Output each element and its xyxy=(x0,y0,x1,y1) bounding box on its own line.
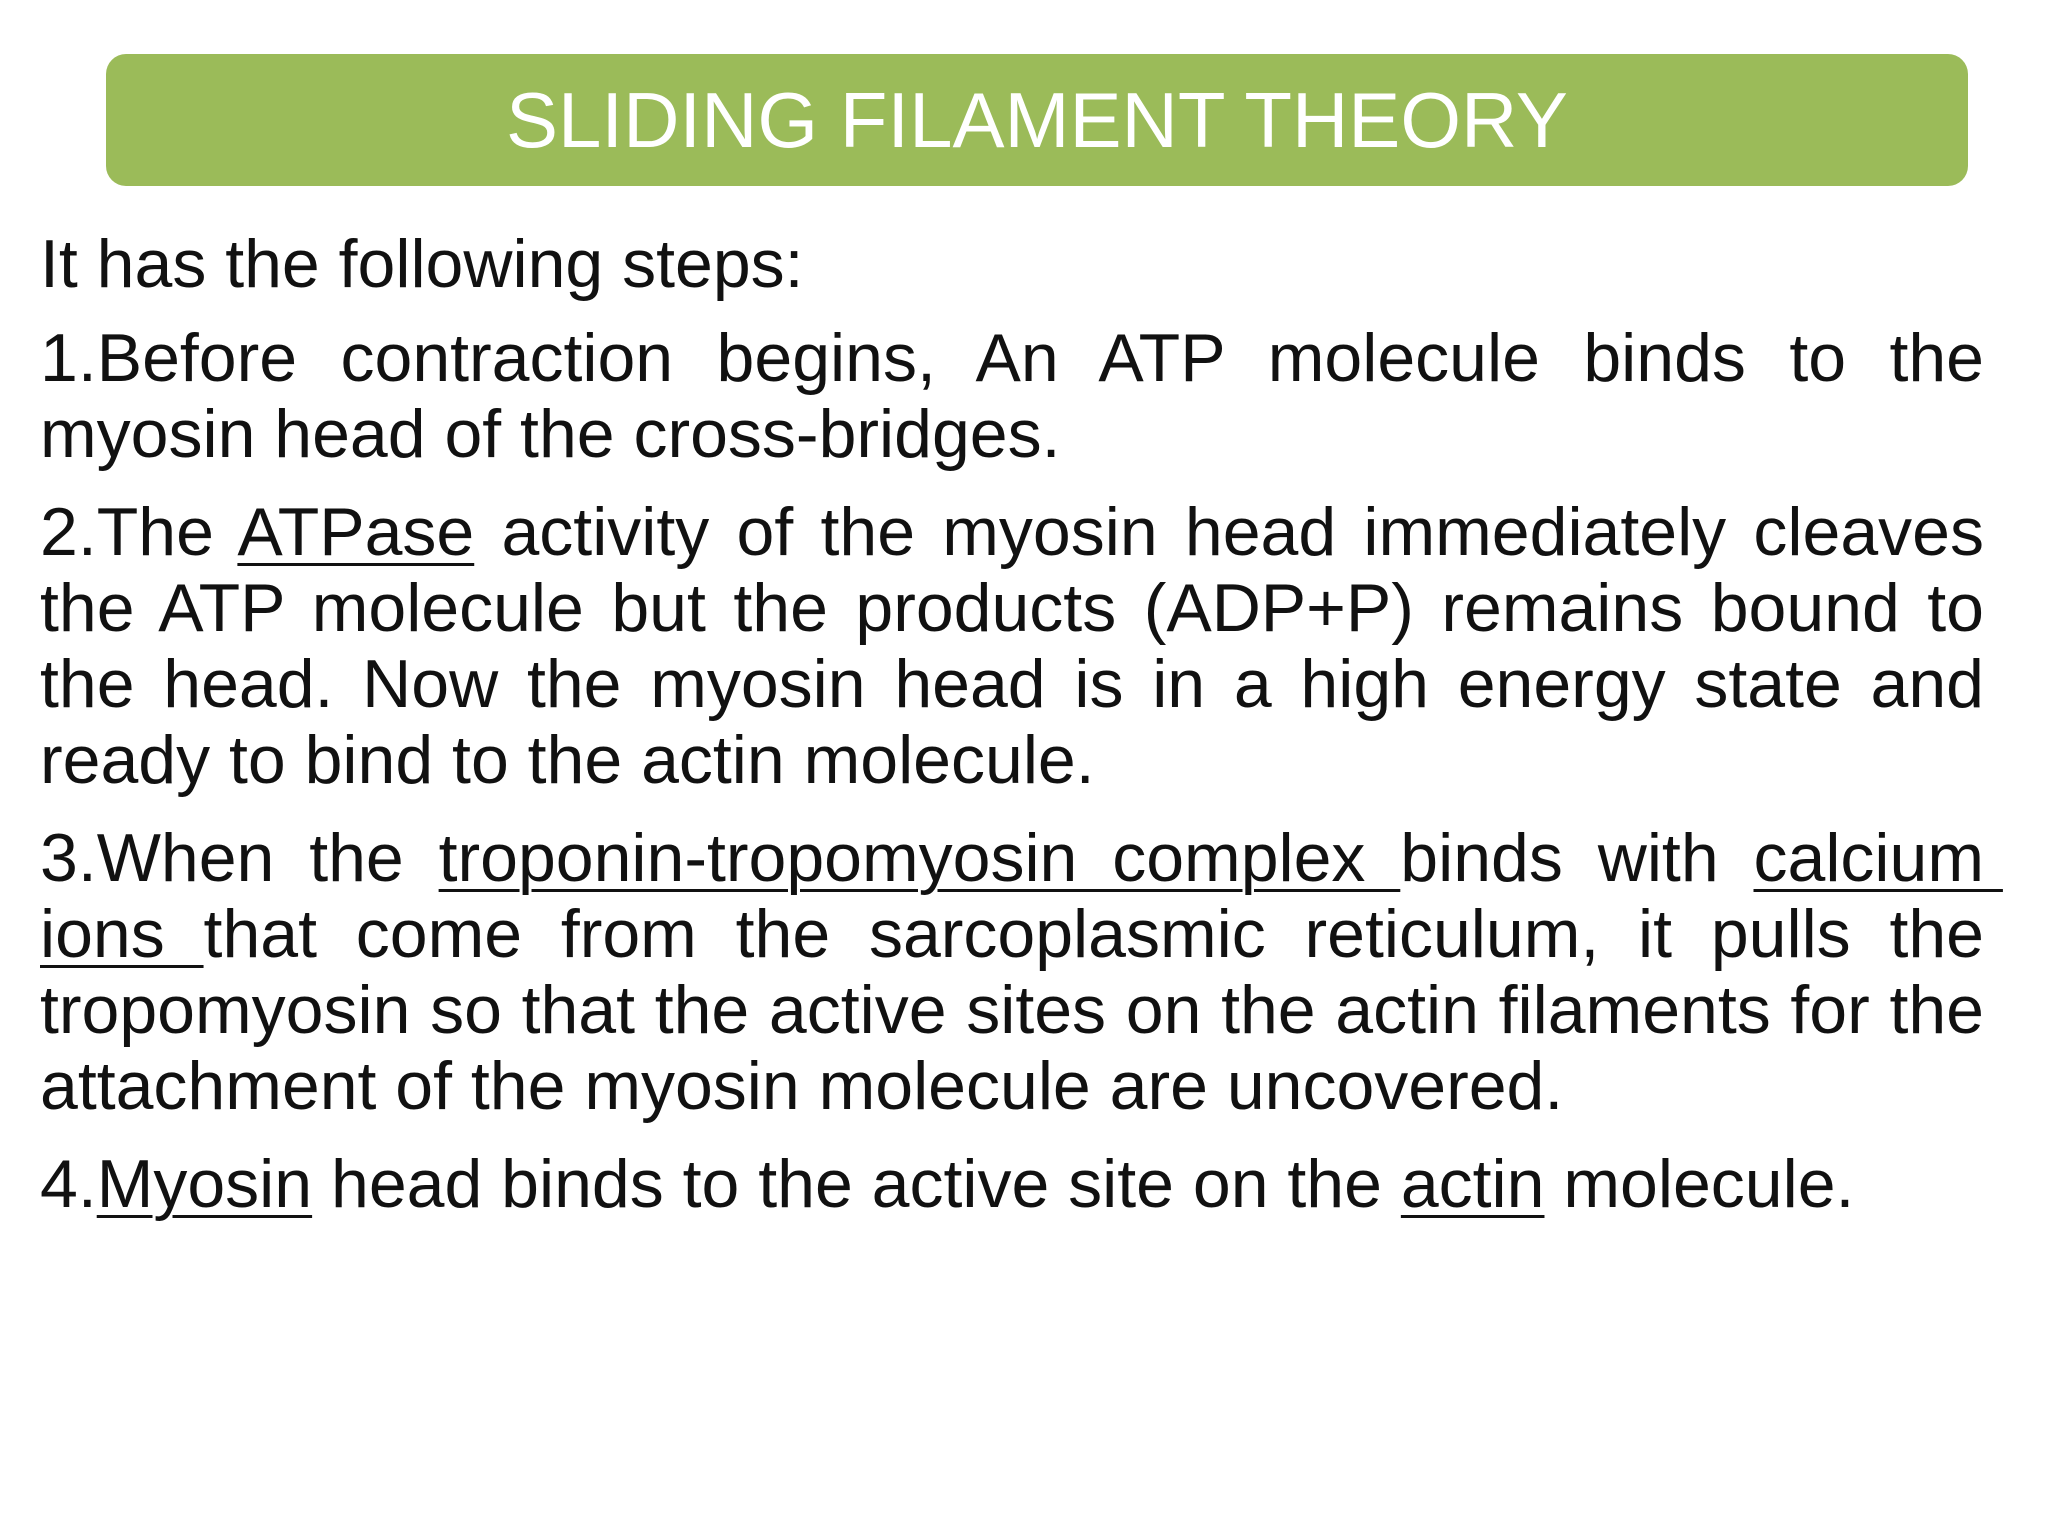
underlined-term-myosin: Myosin xyxy=(96,1146,313,1222)
step-number: 4. xyxy=(40,1146,97,1222)
step-text: head binds to the active site on the xyxy=(312,1146,1401,1222)
step-1 xyxy=(40,320,1984,472)
step-3 xyxy=(40,820,2003,1124)
step-number: 1. xyxy=(40,320,97,396)
step-text: molecule. xyxy=(1544,1146,1855,1222)
step-number: 3. xyxy=(40,820,97,896)
step-text: binds with xyxy=(1400,820,1754,896)
slide-body xyxy=(40,226,2003,1244)
slide-title: SLIDING FILAMENT THEORY xyxy=(506,76,1568,164)
step-text: that come from the sarcoplasmic reticulum, it pulls the tropomyosin so that the active sites on the actin filaments for the attachment of the myosin molecule are uncovered. xyxy=(40,896,1985,1124)
underlined-term-actin: actin xyxy=(1400,1146,1545,1222)
step-text: When the xyxy=(96,820,439,896)
title-bar xyxy=(106,54,1968,186)
step-text: The xyxy=(96,494,238,570)
intro-text: It has the following steps: xyxy=(40,226,804,302)
step-4 xyxy=(40,1146,1984,1222)
underlined-term-troponin-tropomyosin: troponin-tropomyosin complex xyxy=(438,820,1401,896)
step-2 xyxy=(40,494,1984,798)
step-number: 2. xyxy=(40,494,97,570)
underlined-term-atpase: ATPase xyxy=(237,494,475,570)
underlined-term-calcium-ions: calcium ions xyxy=(40,820,2003,972)
step-text: activity of the myosin head immediately cleaves the ATP molecule but the products (ADP+P) remains bound to the head. Now the myosin head is in a high energy state and ready to bind to the actin molecule. xyxy=(40,494,1984,798)
step-text: Before contraction begins, An ATP molecule binds to the myosin head of the cross-bridges. xyxy=(40,320,1984,472)
